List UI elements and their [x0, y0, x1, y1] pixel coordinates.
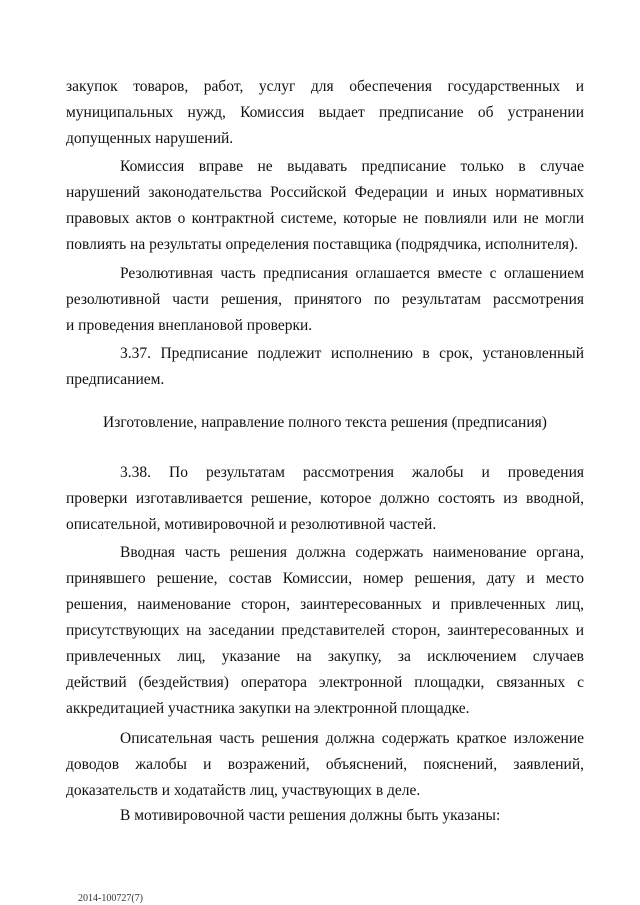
paragraph-7-line-2: доводов жалобы и возражений, объяснений, пояснений, заявлений, [66, 756, 584, 773]
paragraph-3-line-1: Резолютивная часть предписания оглашается вместе с оглашением [120, 265, 584, 282]
paragraph-6-line-6: действий (бездействия) оператора электронной площадки, связанных с [66, 674, 584, 691]
paragraph-4 [66, 341, 584, 393]
paragraph-2 [66, 154, 584, 258]
paragraph-8-line-1: В мотивировочной части решения должны быть указаны: [120, 807, 501, 824]
paragraph-1-line-3: допущенных нарушений. [66, 130, 234, 147]
paragraph-1 [66, 74, 584, 152]
section-heading: Изготовление, направление полного текста решения (предписания) [103, 414, 547, 431]
paragraph-7-line-1: Описательная часть решения должна содержать краткое изложение [120, 730, 584, 747]
paragraph-2-line-3: правовых актов о контрактной системе, которые не повлияли или не могли [66, 210, 584, 227]
paragraph-3-line-3: и проведения внеплановой проверки. [66, 317, 313, 334]
paragraph-7-line-3: доказательств и ходатайств лиц, участвующих в деле. [66, 782, 421, 799]
paragraph-3 [66, 261, 584, 339]
paragraph-6-line-4: присутствующих на заседании представителей сторон, заинтересованных и [66, 622, 584, 639]
paragraph-1-line-1: закупок товаров, работ, услуг для обеспечения государственных и [66, 78, 584, 95]
paragraph-4-line-1: 3.37. Предписание подлежит исполнению в срок, установленный [120, 345, 584, 362]
paragraph-4-line-2: предписанием. [66, 371, 165, 388]
paragraph-1-line-2: муниципальных нужд, Комиссия выдает предписание об устранении [66, 104, 584, 121]
paragraph-2-line-2: нарушений законодательства Российской Федерации и иных нормативных [66, 184, 584, 201]
paragraph-7 [66, 726, 584, 804]
paragraph-6-line-1: Вводная часть решения должна содержать наименование органа, [120, 544, 584, 561]
paragraph-5-line-3: описательной, мотивировочной и резолютивной частей. [66, 516, 437, 533]
paragraph-8 [66, 803, 584, 829]
paragraph-6-line-2: принявшего решение, состав Комиссии, номер решения, дату и место [66, 570, 584, 587]
paragraph-6-line-5: привлеченных лиц, указание на закупку, за исключением случаев [66, 648, 584, 665]
paragraph-6-line-3: решения, наименование сторон, заинтересованных и привлеченных лиц, [66, 596, 584, 613]
paragraph-5-line-1: 3.38. По результатам рассмотрения жалобы и проведения [120, 464, 584, 481]
paragraph-6-line-7: аккредитацией участника закупки на электронной площадке. [66, 700, 470, 717]
footer-document-code: 2014-100727(7) [78, 893, 143, 904]
paragraph-5-line-2: проверки изготавливается решение, которое должно состоять из вводной, [66, 490, 584, 507]
paragraph-2-line-4: повлиять на результаты определения поставщика (подрядчика, исполнителя). [66, 236, 579, 253]
paragraph-3-line-2: резолютивной части решения, принятого по результатам рассмотрения [66, 291, 584, 308]
paragraph-2-line-1: Комиссия вправе не выдавать предписание только в случае [120, 158, 584, 175]
paragraph-6 [66, 540, 584, 722]
paragraph-5 [66, 460, 584, 538]
